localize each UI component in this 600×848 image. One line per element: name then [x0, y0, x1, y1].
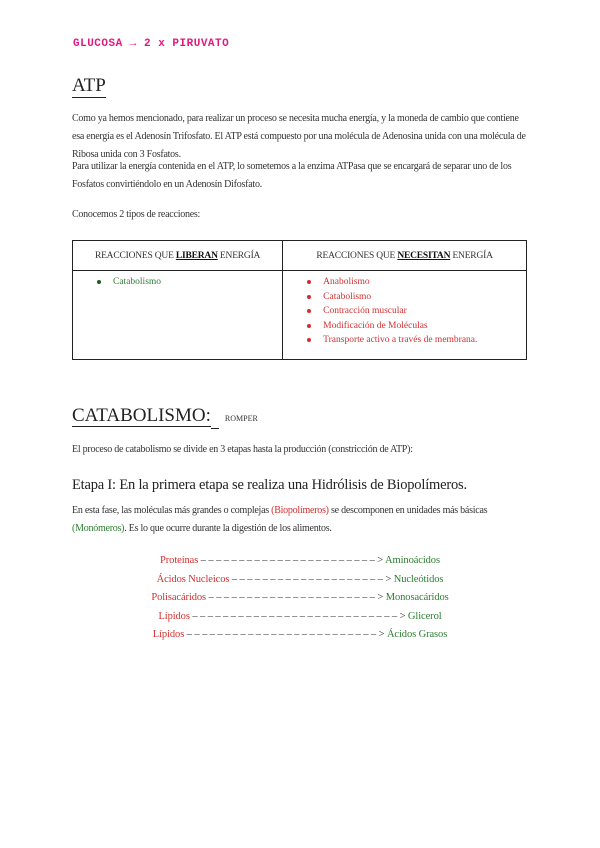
atp-paragraph-2: Para utilizar la energía contenida en el ATP, lo sometemos a la enzima ATPasa que se encargará de separar uno de los Fosfatos convirtiéndolo en un Adenosín Difosfato.	[72, 161, 512, 190]
atp-paragraph-3: Conocemos 2 tipos de reacciones:	[72, 209, 201, 220]
col-header-releases: REACCIONES QUE LIBERAN ENERGÍA	[73, 241, 283, 271]
etapa-1-description: En esta fase, las moléculas más grandes o complejas (Biopolímeros) se descomponen en unidades más básicas (Monómeros). Es lo que ocurre durante la digestión de los alimentos.	[72, 505, 488, 534]
bullet-icon	[307, 309, 311, 313]
bullet-icon	[307, 338, 311, 342]
col-header-requires: REACCIONES QUE NECESITAN ENERGÍA	[283, 241, 527, 271]
bullet-icon	[307, 324, 311, 328]
catabolismo-heading: CATABOLISMO: ROMPER	[72, 406, 258, 429]
conversion-row: Lípidos – – – – – – – – – – – – – – – – – – – – – – – – – > Ácidos Grasos	[152, 629, 448, 640]
releases-cell	[73, 271, 283, 360]
list-item: Anabolismo	[307, 275, 526, 290]
conversion-row: Polisacáridos – – – – – – – – – – – – – – – – – – – – – – > Monosacáridos	[151, 592, 449, 603]
catabolismo-intro: El proceso de catabolismo se divide en 3 etapas hasta la producción (constricción de ATP):	[72, 444, 413, 455]
bullet-icon	[307, 280, 311, 284]
list-item: Catabolismo	[307, 290, 526, 305]
atp-paragraph-1: Como ya hemos mencionado, para realizar un proceso se necesita mucha energía, y la moneda de cambio que contiene esa energía es el Adenosín Trifosfato. El ATP está compuesto por una molécula de Adenosina unida con una molécula de Ribosa unida con 3 Fosfatos.	[72, 113, 526, 160]
catabolismo-subtitle: ROMPER	[224, 414, 258, 423]
conversion-row: Lípidos – – – – – – – – – – – – – – – – – – – – – – – – – – – > Glicerol	[158, 610, 442, 622]
reactions-table	[72, 240, 527, 360]
list-item: Contracción muscular	[307, 304, 526, 319]
list-item: Modificación de Moléculas	[307, 319, 526, 334]
conversion-row: Ácidos Nucleicos – – – – – – – – – – – – – – – – – – – – > Nucleótidos	[156, 573, 444, 585]
bullet-icon	[307, 295, 311, 299]
etapa-1-heading: Etapa I: En la primera etapa se realiza una Hidrólisis de Biopolímeros.	[72, 477, 467, 493]
conversion-row: Proteínas – – – – – – – – – – – – – – – – – – – – – – – > Aminoácidos	[160, 555, 440, 566]
list-item: Catabolismo	[97, 275, 282, 290]
requires-cell	[283, 271, 527, 360]
bullet-icon	[97, 280, 101, 284]
list-item: Transporte activo a través de membrana.	[307, 333, 526, 348]
page-header: GLUCOSA → 2 x PIRUVATO	[73, 38, 230, 50]
conversion-list	[0, 552, 600, 645]
atp-heading: ATP	[72, 75, 106, 96]
